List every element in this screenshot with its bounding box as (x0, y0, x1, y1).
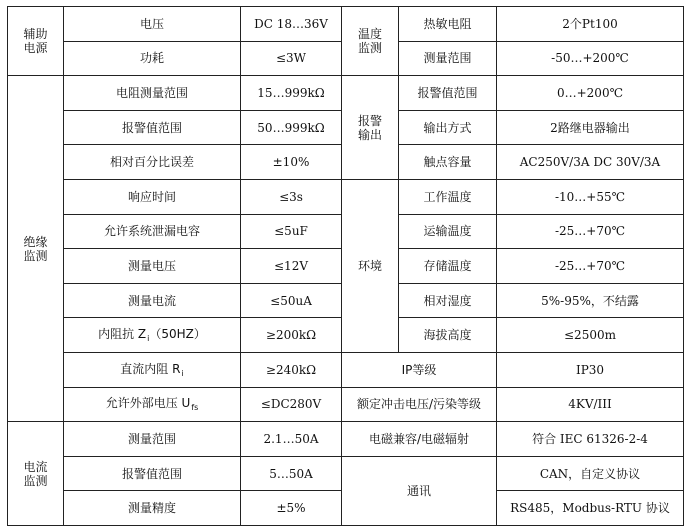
category-insulation: 绝缘 监测 (8, 76, 64, 422)
param-value: 2个Pt100 (497, 7, 684, 42)
param-label: IP等级 (342, 352, 497, 387)
param-value: DC 18…36V (241, 7, 342, 42)
param-value: 2.1…50A (241, 422, 342, 457)
param-value: ≤50uA (241, 283, 342, 318)
param-label: 工作温度 (399, 179, 497, 214)
category-current: 电流 监测 (8, 422, 64, 526)
param-value: ±5% (241, 491, 342, 526)
category-environment: 环境 (342, 179, 399, 352)
param-label: 报警值范围 (64, 110, 241, 145)
param-label: 测量范围 (399, 41, 497, 76)
spec-table (7, 6, 684, 526)
param-label: 直流内阻 $R_i$ (64, 352, 241, 387)
param-label: 电磁兼容/电磁辐射 (342, 422, 497, 457)
param-label: 相对湿度 (399, 283, 497, 318)
param-value: 15…999kΩ (241, 76, 342, 111)
param-label: 测量精度 (64, 491, 241, 526)
param-value: 5…50A (241, 456, 342, 491)
param-label: 内阻抗 $Z_i(50HZ)$ (64, 318, 241, 353)
param-label: 相对百分比误差 (64, 145, 241, 180)
param-value: 0…+200℃ (497, 76, 684, 111)
param-value: AC250V/3A DC 30V/3A (497, 145, 684, 180)
table-row (8, 352, 684, 387)
param-value: ≤3W (241, 41, 342, 76)
param-value: ±10% (241, 145, 342, 180)
table-row (8, 76, 684, 111)
param-value: ≤DC280V (241, 387, 342, 422)
table-row (8, 387, 684, 422)
param-label: 测量电压 (64, 249, 241, 284)
param-value: -10…+55℃ (497, 179, 684, 214)
category-aux-power: 辅助 电源 (8, 7, 64, 76)
param-label: 海拔高度 (399, 318, 497, 353)
param-label: 报警值范围 (399, 76, 497, 111)
table-row (8, 422, 684, 457)
param-value: ≤2500m (497, 318, 684, 353)
param-label: 电阻测量范围 (64, 76, 241, 111)
param-label: 存储温度 (399, 249, 497, 284)
param-value: ≤5uF (241, 214, 342, 249)
param-label: 运输温度 (399, 214, 497, 249)
param-label: 输出方式 (399, 110, 497, 145)
param-label: 允许系统泄漏电容 (64, 214, 241, 249)
param-value: ≤3s (241, 179, 342, 214)
param-label: 报警值范围 (64, 456, 241, 491)
param-label: 允许外部电压 $U_{fs}$ (64, 387, 241, 422)
param-label: 触点容量 (399, 145, 497, 180)
param-value: -25…+70℃ (497, 249, 684, 284)
param-value: 50…999kΩ (241, 110, 342, 145)
param-label: 额定冲击电压/污染等级 (342, 387, 497, 422)
param-label: 电压 (64, 7, 241, 42)
table-row (8, 179, 684, 214)
param-label: 测量范围 (64, 422, 241, 457)
param-value: -50…+200℃ (497, 41, 684, 76)
param-value: ≥240kΩ (241, 352, 342, 387)
param-value: -25…+70℃ (497, 214, 684, 249)
param-label: 响应时间 (64, 179, 241, 214)
param-value: CAN，自定义协议 (497, 456, 684, 491)
param-value: ≤12V (241, 249, 342, 284)
param-value: 5%-95%，不结露 (497, 283, 684, 318)
param-label: 通讯 (342, 456, 497, 525)
param-value: RS485，Modbus-RTU 协议 (497, 491, 684, 526)
param-value: 2路继电器输出 (497, 110, 684, 145)
param-label: 热敏电阻 (399, 7, 497, 42)
category-temperature: 温度 监测 (342, 7, 399, 76)
param-label: 功耗 (64, 41, 241, 76)
category-alarm-output: 报警 输出 (342, 76, 399, 180)
param-value: ≥200kΩ (241, 318, 342, 353)
table-row (8, 7, 684, 42)
param-value: 符合 IEC 61326-2-4 (497, 422, 684, 457)
param-value: IP30 (497, 352, 684, 387)
table-row (8, 456, 684, 491)
param-value: 4KV/III (497, 387, 684, 422)
param-label: 测量电流 (64, 283, 241, 318)
